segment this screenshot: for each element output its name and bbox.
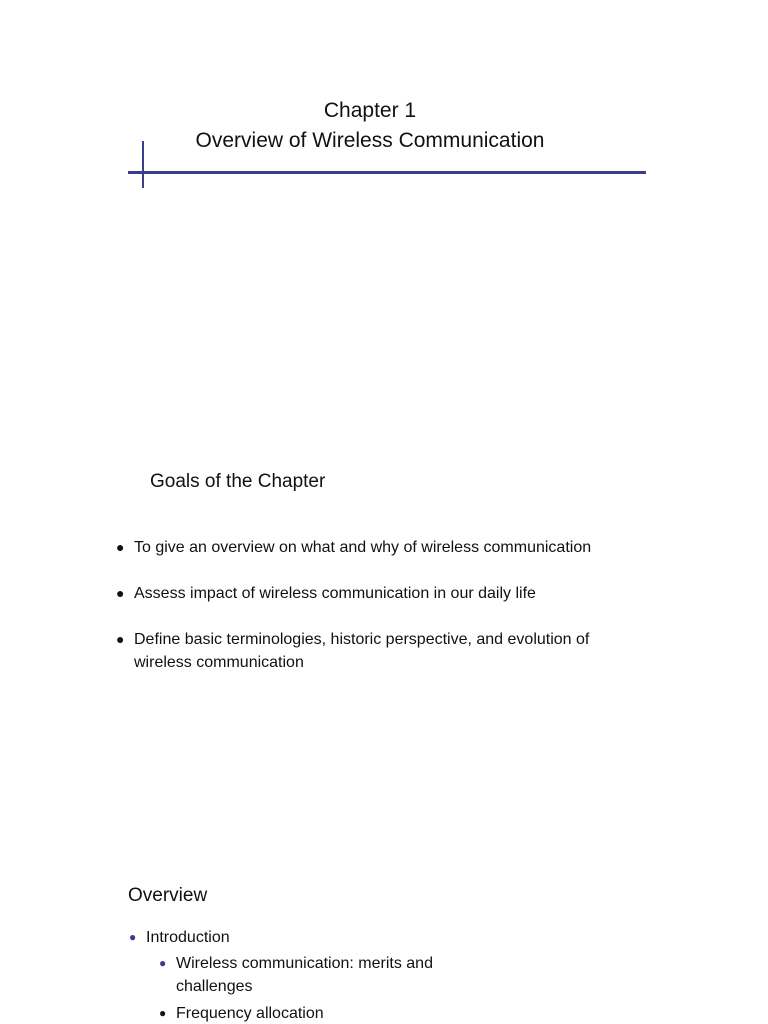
goals-heading: Goals of the Chapter <box>150 471 326 492</box>
bullet-icon: ● <box>116 585 125 601</box>
list-item <box>128 926 548 1024</box>
list-item <box>114 536 594 559</box>
overview-subitem-label: Wireless communication: merits and challenges <box>176 955 433 995</box>
title-horizontal-rule <box>128 171 646 174</box>
list-item <box>158 952 478 998</box>
list-item <box>114 582 594 605</box>
overview-item-label: Introduction <box>146 929 230 946</box>
bullet-icon: ● <box>116 631 125 647</box>
bullet-icon: ● <box>159 1006 167 1020</box>
overview-heading: Overview <box>128 885 208 906</box>
bullet-icon: ● <box>116 539 125 555</box>
list-item <box>158 1002 478 1024</box>
chapter-title: Overview of Wireless Communication <box>195 129 545 152</box>
chapter-number: Chapter 1 <box>323 99 417 122</box>
goal-text: Assess impact of wireless communication in our daily life <box>134 585 536 602</box>
title-block <box>0 96 740 156</box>
bullet-icon: ● <box>159 956 167 970</box>
overview-list <box>128 926 548 1024</box>
overview-subitem-label: Frequency allocation <box>176 1005 324 1022</box>
goal-text: To give an overview on what and why of wireless communication <box>134 539 592 556</box>
bullet-icon: ● <box>129 930 137 944</box>
goal-text: Define basic terminologies, historic perspective, and evolution of wireless communication <box>134 631 590 671</box>
list-item <box>114 628 594 674</box>
title-vertical-rule <box>142 141 144 188</box>
goals-list <box>114 536 594 697</box>
overview-sublist <box>146 952 478 1024</box>
